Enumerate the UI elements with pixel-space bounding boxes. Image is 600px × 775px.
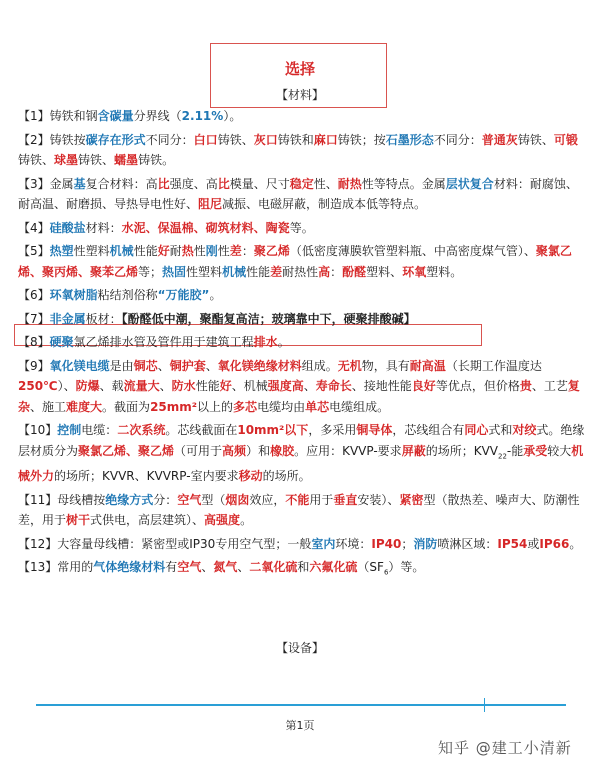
item-text: 性能 xyxy=(195,379,220,393)
item-text: 式。绝缘层材质分为 xyxy=(18,423,585,458)
item-text: 排水 xyxy=(253,335,278,349)
item-text: 组成。 xyxy=(301,358,338,373)
item-text: 难度大 xyxy=(66,399,103,414)
item-text: ）等。 xyxy=(388,560,425,575)
item-text: 绝缘方式 xyxy=(105,492,154,507)
item-text: 【3】金属 xyxy=(18,176,74,191)
list-item xyxy=(18,557,588,583)
list-item xyxy=(18,356,588,418)
item-text: 材料：耐腐蚀、耐高温、耐磨损、导热导电性好、 xyxy=(18,176,578,211)
item-text: 【1】铸铁和钢 xyxy=(18,109,98,123)
item-text: ； xyxy=(401,536,414,551)
item-text: 塑料。 xyxy=(426,264,463,279)
list-item xyxy=(18,106,588,127)
item-text: 等。 xyxy=(289,220,314,235)
item-text: 防爆 xyxy=(75,379,100,393)
item-text: 单芯 xyxy=(305,399,330,414)
item-text: 【6】 xyxy=(18,288,50,302)
item-text: 水泥、保温棉、砌筑材料、陶瓷 xyxy=(121,220,290,235)
item-text: 流量大 xyxy=(123,379,160,393)
list-item xyxy=(18,332,588,353)
item-text: ）。 xyxy=(223,109,242,123)
item-text: ，多采用 xyxy=(308,423,357,437)
item-text: 好 xyxy=(219,379,232,393)
item-text: 不能 xyxy=(285,492,310,507)
item-text: 电缆： xyxy=(81,423,118,437)
item-text: 。应用：KVVP-要求 xyxy=(294,443,402,458)
item-text: 效应， xyxy=(249,492,286,507)
list-item xyxy=(18,309,588,330)
item-text: 10mm²以下 xyxy=(237,423,309,437)
item-text: 铜护套 xyxy=(169,358,206,373)
item-text: 硅酸盐 xyxy=(49,220,86,235)
item-text: 机械外力 xyxy=(18,443,584,484)
item-text: 层状复合 xyxy=(445,176,494,191)
item-text: 机械 xyxy=(222,264,247,279)
section-heading-materials: 【材料】 xyxy=(275,88,324,102)
item-text: 控制 xyxy=(57,423,82,437)
list-item xyxy=(18,130,588,171)
item-text: 减振、电磁屏蔽，制造成本低等特点。 xyxy=(222,197,427,211)
item-text: 高 xyxy=(318,264,331,279)
item-text: 式和 xyxy=(488,423,513,437)
item-text: 高频 xyxy=(222,443,247,458)
item-text: 2.11% xyxy=(181,109,224,123)
item-text: 喷淋区域： xyxy=(437,536,498,551)
item-text: 有 xyxy=(165,560,178,575)
item-text: 环氧树脂 xyxy=(49,288,98,302)
item-text: 球墨 xyxy=(54,153,79,167)
footer-divider-tick xyxy=(484,698,485,712)
list-item xyxy=(18,241,588,282)
item-text: 高强度 xyxy=(204,513,241,528)
item-text: 【5】 xyxy=(18,244,50,258)
item-text: 的场所；KVV xyxy=(425,443,498,458)
item-text: 刚 xyxy=(205,244,218,258)
item-text: 消防 xyxy=(413,536,438,551)
item-text: 寿命长 xyxy=(315,379,352,393)
item-text: 、 xyxy=(159,379,172,393)
item-text: ）、 xyxy=(57,379,76,393)
item-text: 、 xyxy=(303,379,316,393)
item-text: 多芯 xyxy=(233,399,258,414)
item-text: 差 xyxy=(270,264,283,279)
item-text: 承受 xyxy=(523,443,548,458)
item-text: 、机械 xyxy=(231,379,268,393)
item-text: 烟囱 xyxy=(225,492,250,507)
question-list xyxy=(18,106,588,586)
item-text: 对绞 xyxy=(512,423,537,437)
item-text: IP40 xyxy=(371,536,402,551)
item-text: 铸铁、 xyxy=(18,153,55,167)
item-text: 比 xyxy=(217,176,230,191)
item-text: 250℃ xyxy=(18,379,58,393)
item-text: 灰口 xyxy=(253,132,278,147)
watermark: 知乎 @建工小清新 xyxy=(438,739,572,757)
item-text: 【12】大容量母线槽：紧密型或IP30专用空气型；一般 xyxy=(18,536,312,551)
item-text: 性 xyxy=(193,244,206,258)
item-text: 物，具有 xyxy=(361,358,410,373)
item-text: 性等特点。金属 xyxy=(361,176,446,191)
item-text: 硬聚 xyxy=(49,335,74,349)
list-item xyxy=(18,174,588,215)
item-text: 、载 xyxy=(99,379,124,393)
list-item xyxy=(18,218,588,239)
item-text: 热塑 xyxy=(49,244,74,258)
item-text: 粘结剂俗称 xyxy=(97,288,158,302)
item-text: 氧化镁电缆 xyxy=(49,358,110,373)
item-text: 二次系统 xyxy=(117,423,166,437)
item-text: 铜芯 xyxy=(133,358,158,373)
page-number: 第1页 xyxy=(285,719,315,732)
item-text: 。 xyxy=(240,513,253,528)
item-text: 聚氯乙烯、聚乙烯 xyxy=(78,443,175,458)
item-text: 橡胶 xyxy=(270,443,295,458)
item-text: 含碳量 xyxy=(97,109,134,123)
item-text: 垂直 xyxy=(333,492,358,507)
item-text: 、接地性能 xyxy=(351,379,412,393)
item-text: 或 xyxy=(527,536,540,551)
item-text: 型（散热差、噪声大、防潮性差，用于 xyxy=(18,492,580,528)
item-text: 基 xyxy=(73,176,86,191)
item-text: 可锻 xyxy=(553,132,578,147)
item-text: 耐 xyxy=(169,244,182,258)
item-text: 二氧化硫 xyxy=(249,560,298,575)
item-text: 材料： xyxy=(85,220,122,235)
item-text: 强度高 xyxy=(267,379,304,393)
item-text: 25mm² xyxy=(150,399,198,414)
item-text: IP54 xyxy=(497,536,528,551)
item-text: 屏蔽 xyxy=(401,443,426,458)
item-text: 分界线（ xyxy=(133,109,182,123)
item-text: “万能胶” xyxy=(157,288,210,302)
item-text: 、施工 xyxy=(30,399,67,414)
item-text: 碳存在形式 xyxy=(85,132,146,147)
item-text: 比 xyxy=(157,176,170,191)
item-text: 热 xyxy=(181,244,194,258)
item-text: 电缆组成。 xyxy=(329,399,390,414)
item-text: 贵 xyxy=(519,379,532,393)
item-text: 差 xyxy=(229,244,242,258)
list-item xyxy=(18,534,588,555)
item-text: 强度、高 xyxy=(169,176,218,191)
item-text: 树干 xyxy=(66,513,91,528)
footer-divider xyxy=(36,704,566,706)
item-text: 性塑料 xyxy=(186,264,223,279)
item-text: 复合材料：高 xyxy=(85,176,158,191)
item-text: 聚氯乙烯、聚丙烯、聚苯乙烯 xyxy=(18,244,572,279)
item-text: 【9】 xyxy=(18,358,50,373)
item-text: 【11】母线槽按 xyxy=(18,492,106,507)
item-text: 、 xyxy=(201,560,214,575)
item-text: 性能 xyxy=(246,264,271,279)
list-item xyxy=(18,490,588,531)
item-text: 耐高温 xyxy=(409,358,446,373)
item-text: 【2】铸铁按 xyxy=(18,132,86,147)
item-text: 热固 xyxy=(162,264,187,279)
item-text: 。截面为 xyxy=(102,399,151,414)
item-text: （可用于 xyxy=(174,443,223,458)
item-text: 机械 xyxy=(109,244,134,258)
item-text: 22 xyxy=(498,451,507,460)
item-text: 【酚醛低中潮，聚酯复高洁；玻璃靠中下，硬聚排酸碱】 xyxy=(121,311,416,326)
item-text: 分： xyxy=(153,492,178,507)
item-text: 氧化镁绝缘材料 xyxy=(217,358,302,373)
item-text: 6 xyxy=(383,568,389,577)
item-text: 以上的 xyxy=(197,399,234,414)
item-text: 【13】常用的 xyxy=(18,560,94,575)
item-text: 无机 xyxy=(337,358,362,373)
item-text: 好 xyxy=(157,244,170,258)
item-text: 性 xyxy=(217,244,230,258)
item-text: ，芯线组合有 xyxy=(392,423,465,437)
item-text: 和 xyxy=(297,560,310,575)
item-text: 用于 xyxy=(309,492,334,507)
list-item xyxy=(18,285,588,306)
item-text: （低密度薄膜软管塑料瓶、中高密度煤气管）、 xyxy=(289,244,536,258)
item-text: 聚乙烯 xyxy=(253,244,290,258)
item-text: 、 xyxy=(237,560,250,575)
item-text: 安装）、 xyxy=(357,492,400,507)
item-text: 铸铁、 xyxy=(78,153,115,167)
item-text: 塑料、 xyxy=(366,264,403,279)
item-text: 氯乙烯排水管及管件用于建筑工程 xyxy=(73,335,254,349)
item-text: 空气 xyxy=(177,560,202,575)
item-text: 耐热性 xyxy=(282,264,319,279)
item-text: 六氟化硫 xyxy=(309,560,358,575)
item-text: 铜导体 xyxy=(356,423,393,437)
item-text: IP66 xyxy=(539,536,570,551)
item-text: 铸铁。 xyxy=(138,153,175,167)
item-text: 石墨形态 xyxy=(385,132,434,147)
item-text: 等； xyxy=(138,264,163,279)
item-text: 、 xyxy=(157,358,170,373)
item-text: 氮气 xyxy=(213,560,238,575)
item-text: 铸铁；按 xyxy=(337,132,386,147)
item-text: 、 xyxy=(205,358,218,373)
item-text: 。 xyxy=(569,536,582,551)
item-text: 板材： xyxy=(85,311,122,326)
item-text: 不同分： xyxy=(145,132,194,147)
item-text: -能 xyxy=(506,443,524,458)
item-text: 移动 xyxy=(238,469,263,484)
item-text: 较大 xyxy=(547,443,572,458)
item-text: 式供电，高层建筑）、 xyxy=(90,513,205,528)
item-text: 紧密 xyxy=(399,492,424,507)
item-text: 的场所。 xyxy=(262,469,311,484)
item-text: ： xyxy=(241,244,254,258)
item-text: 、工艺 xyxy=(531,379,568,393)
item-text: 铸铁和 xyxy=(277,132,314,147)
item-text: 铸铁、 xyxy=(217,132,254,147)
item-text: 稳定 xyxy=(289,176,314,191)
item-text: 等优点，但价格 xyxy=(435,379,520,393)
item-text: 气体绝缘材料 xyxy=(93,560,166,575)
item-text: 麻口 xyxy=(313,132,338,147)
item-text: 环境： xyxy=(335,536,372,551)
item-text: 蠕墨 xyxy=(114,153,139,167)
item-text: 性塑料 xyxy=(73,244,110,258)
item-text: 同心 xyxy=(464,423,489,437)
item-text: 良好 xyxy=(411,379,436,393)
item-text: （SF xyxy=(357,560,384,575)
item-text: 阻尼 xyxy=(198,197,223,211)
item-text: 。 xyxy=(277,335,290,349)
item-text: 室内 xyxy=(311,536,336,551)
item-text: 【7】 xyxy=(18,311,50,326)
section-heading-equipment: 【设备】 xyxy=(275,641,324,655)
item-text: 复杂 xyxy=(18,379,580,414)
item-text: 耐热 xyxy=(337,176,362,191)
item-text: 白口 xyxy=(193,132,218,147)
item-text: 型（ xyxy=(201,492,226,507)
item-text: 【4】 xyxy=(18,220,50,235)
item-text: ）和 xyxy=(246,443,271,458)
item-text: 环氧 xyxy=(402,264,427,279)
list-item xyxy=(18,420,588,487)
item-text: 【10】 xyxy=(18,423,58,437)
item-text: （长期工作温度达 xyxy=(445,358,542,373)
item-text: 酚醛 xyxy=(342,264,367,279)
page-title: 选择 xyxy=(284,60,315,78)
item-text: 。 xyxy=(209,288,222,302)
item-text: 铸铁、 xyxy=(517,132,554,147)
item-text: 【8】 xyxy=(18,335,50,349)
item-text: 。芯线截面在 xyxy=(165,423,238,437)
item-text: 性、 xyxy=(313,176,338,191)
item-text: 非金属 xyxy=(49,311,86,326)
item-text: 空气 xyxy=(177,492,202,507)
item-text: 模量、尺寸 xyxy=(229,176,290,191)
item-text: 电缆均由 xyxy=(257,399,306,414)
item-text: 防水 xyxy=(171,379,196,393)
item-text: 的场所；KVVR、KVVRP-室内要求 xyxy=(54,469,239,484)
item-text: 是由 xyxy=(109,358,134,373)
item-text: 普通灰 xyxy=(481,132,518,147)
item-text: 性能 xyxy=(133,244,158,258)
item-text: ： xyxy=(330,264,343,279)
item-text: 不同分： xyxy=(433,132,482,147)
